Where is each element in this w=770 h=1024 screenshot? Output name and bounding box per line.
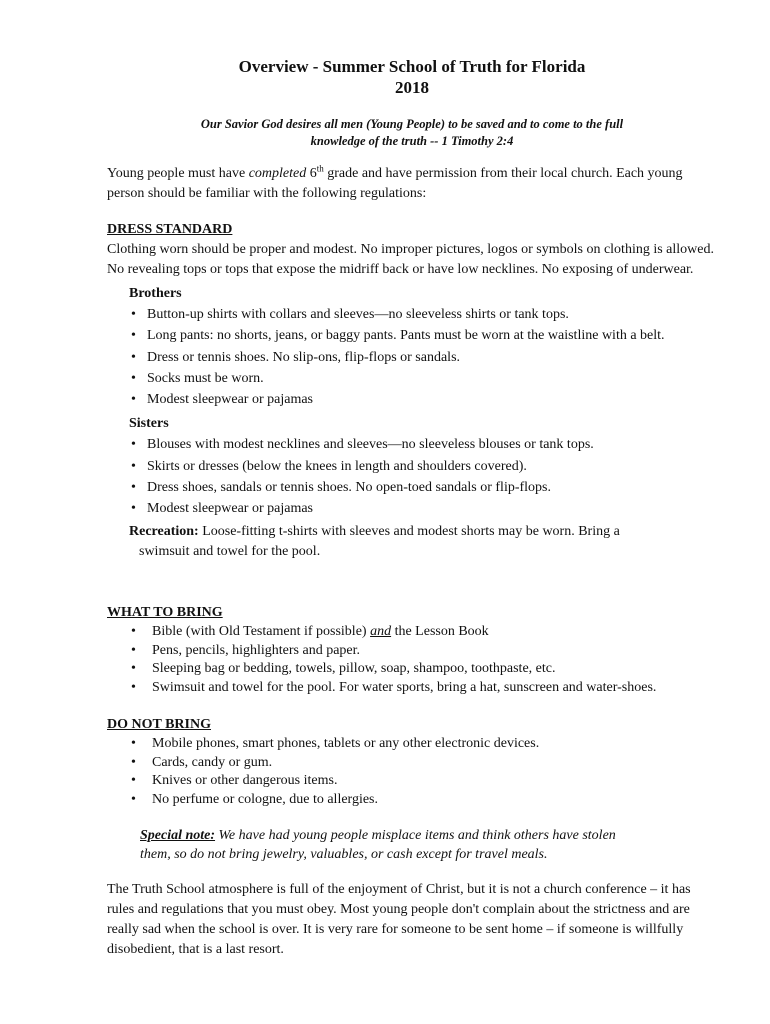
title-line-1: Overview - Summer School of Truth for Florida [238,57,586,76]
intro-text-2: 6 [306,166,317,181]
list-item: • Pens, pencils, highlighters and paper. [107,642,719,661]
list-item: • Cards, candy or gum. [107,754,719,773]
do-not-bring-section [107,715,719,810]
special-note-text-2: them, so do not bring jewelry, valuables, or cash except for travel meals. [140,847,548,862]
verse-line-2: knowledge of the truth -- 1 Timothy 2:4 [310,134,514,148]
list-item: • Knives or other dangerous items. [107,772,719,791]
list-item: • Button-up shirts with collars and sleeves—no sleeveless shirts or tank tops. [107,304,719,325]
dress-standard-heading: DRESS STANDARD [107,222,233,237]
brothers-heading: Brothers [129,286,182,301]
bring-item-1-tail: the Lesson Book [391,624,489,639]
sisters-list [107,434,719,519]
special-note-text-1: We have had young people misplace items and think others have stolen [215,828,616,843]
list-item: • Skirts or dresses (below the knees in length and shoulders covered). [107,456,719,477]
intro-italic: completed [248,166,307,181]
what-to-bring-list [107,623,719,698]
verse-line-1: Our Savior God desires all men (Young People) to be saved and to come to the full [200,117,624,131]
list-item: • Dress shoes, sandals or tennis shoes. No open-toed sandals or flip-flops. [107,477,719,498]
dress-standard-section [107,220,719,562]
list-item: • Long pants: no shorts, jeans, or baggy pants. Pants must be worn at the waistline with a belt. [107,325,719,346]
list-item: • Dress or tennis shoes. No slip-ons, flip-flops or sandals. [107,347,719,368]
special-note [140,826,700,864]
recreation-text-1: Loose-fitting t-shirts with sleeves and modest shorts may be worn. Bring a [198,523,620,539]
recreation-text-2: swimsuit and towel for the pool. [139,543,321,559]
what-to-bring-heading: WHAT TO BRING [107,605,223,620]
recreation-label: Recreation: [129,523,199,539]
list-item: • Blouses with modest necklines and sleeves—no sleeveless blouses or tank tops. [107,434,719,455]
what-to-bring-section [107,603,719,698]
brothers-list [107,304,719,410]
do-not-bring-list [107,735,719,810]
do-not-bring-heading: DO NOT BRING [107,717,211,732]
intro-paragraph [107,164,719,204]
list-item [107,623,719,642]
list-item: • Swimsuit and towel for the pool. For water sports, bring a hat, sunscreen and water-shoes. [107,679,719,698]
dress-standard-text: Clothing worn should be proper and modest. No improper pictures, logos or symbols on clothing is allowed. No revealing tops or tops that expose the midriff back or have low necklines. No exposing of underwear. [107,242,714,277]
intro-superscript: th [316,163,324,174]
bring-item-1-text: Bible (with Old Testament if possible) [152,624,371,639]
intro-text-3: grade and have permission from their local church. Each young person should be familiar with the following regulations: [107,166,683,201]
special-note-label: Special note: [140,828,216,843]
bring-item-1-emphasis: and [370,624,392,639]
title-line-2: 2018 [395,78,429,97]
recreation-note [129,522,719,562]
list-item: • Socks must be worn. [107,368,719,389]
closing-paragraph: The Truth School atmosphere is full of the enjoyment of Christ, but it is not a church conference – it has rules and regulations that you must obey. Most young people don't complain about the strictness and are really sad when the school is over. It is very rare for someone to be sent home – if someone is willfully disobedient, that is a last resort. [107,882,691,957]
list-item: • Sleeping bag or bedding, towels, pillow, soap, shampoo, toothpaste, etc. [107,660,719,679]
list-item: • Modest sleepwear or pajamas [107,498,719,519]
page-title [0,56,770,98]
list-item: • Mobile phones, smart phones, tablets or any other electronic devices. [107,735,719,754]
list-item: • No perfume or cologne, due to allergies. [107,791,719,810]
scripture-verse [60,116,764,150]
list-item: • Modest sleepwear or pajamas [107,389,719,410]
intro-text-1: Young people must have [107,166,249,181]
sisters-heading: Sisters [129,416,169,432]
